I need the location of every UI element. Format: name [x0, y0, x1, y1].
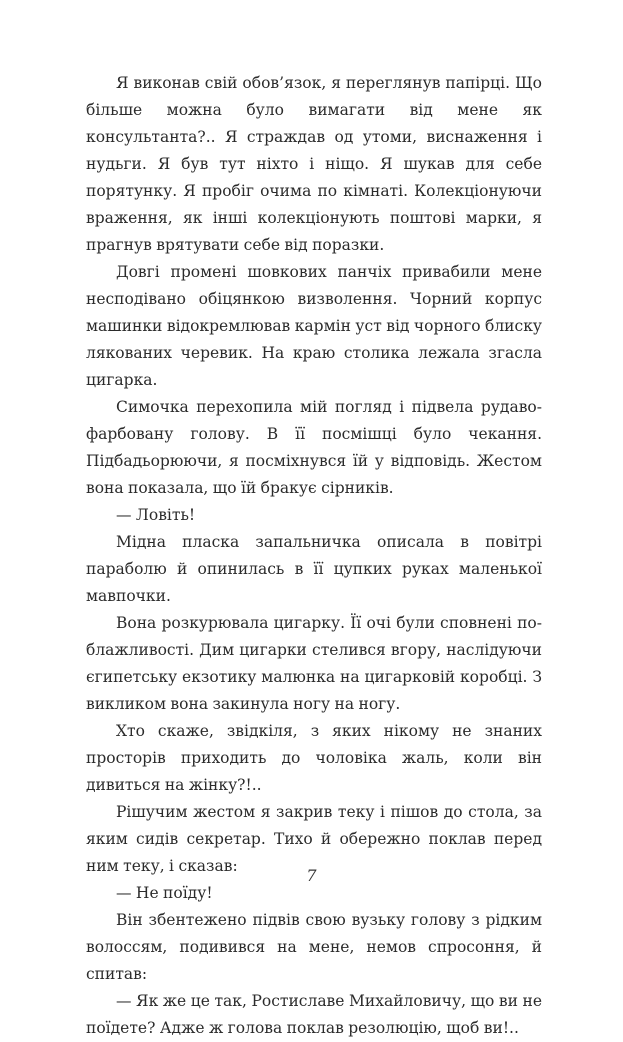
paragraph: Я виконав свій обов’язок, я переглянув папірці. Що більше можна було вимагати від мене як консультанта?.. Я страждав од утоми, виснаження і нудьги. Я був тут ніхто і ніщо. Я шукав для себе порятунку. Я пробіг очима по кімнаті. Колекціонуючи враження, як інші колекціонують поштові марки, я прагнув врятувати себе від поразки. [86, 74, 542, 254]
paragraph: Хто скаже, звідкіля, з яких нікому не знаних просторів приходить до чоловіка жаль, коли він дивиться на жінку?!.. [86, 722, 542, 794]
dialogue-line: — Як же це так, Ростиславе Михайловичу, що ви не поїдете? Адже ж голова поклав резолюцію, щоб ви!.. [86, 992, 542, 1037]
paragraph: Вона розкурювала цигарку. Її очі були сповнені поблажливості. Дим цигарки стелився вгору, наслідуючи єгипетську екзотику малюнка на цигарковій коробці. З викликом вона закинула ногу на ногу. [86, 614, 542, 713]
page-number: 7 [306, 866, 317, 885]
paragraph: Довгі промені шовкових панчіх привабили мене несподівано обіцянкою визволення. Чорний корпус машинки відокремлював кармін уст від чорного блиску лякованих черевик. На краю столика лежала згасла цигарка. [86, 263, 542, 389]
paragraph: Симочка перехопила мій погляд і підвела рудаво-фарбовану голову. В її посмішці було чекання. Підбадьорюючи, я посміхнувся їй у відповідь. Жестом вона показала, що їй бракує сірників. [86, 398, 542, 497]
body-text [86, 70, 542, 1042]
dialogue-line: — Ловіть! [116, 506, 196, 524]
dialogue-line: — Не поїду! [116, 884, 213, 902]
paragraph: Мідна пласка запальничка описала в повітрі параболю й опинилась в її цупких руках маленької мавпочки. [86, 533, 542, 605]
paragraph: Рішучим жестом я закрив теку і пішов до стола, за яким сидів секретар. Тихо й обережно поклав перед ним теку, і сказав: [86, 803, 542, 875]
paragraph: Він збентежено підвів свою вузьку голову з рідким волоссям, подивився на мене, немов спросоння, й спитав: [86, 911, 542, 983]
